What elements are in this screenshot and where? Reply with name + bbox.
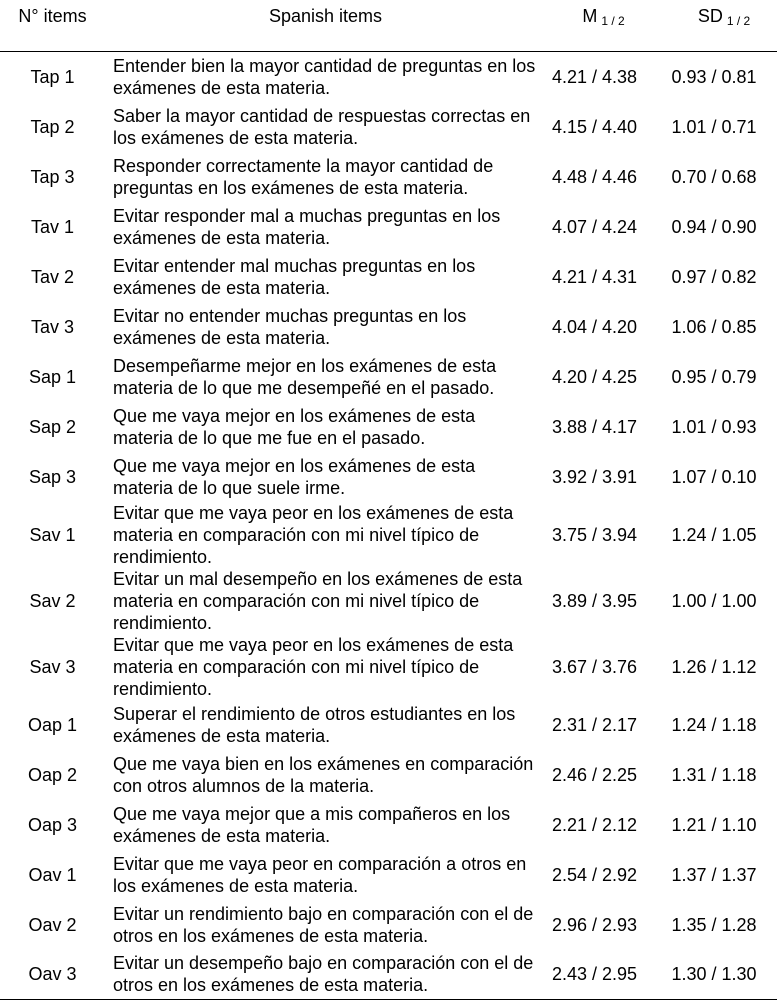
item-sd: 1.00 / 1.00 bbox=[671, 590, 757, 611]
item-text: Superar el rendimiento de otros estudiantes en los exámenes de esta materia. bbox=[113, 703, 516, 746]
item-code: Sav 3 bbox=[29, 656, 76, 677]
item-code: Oap 3 bbox=[27, 814, 78, 835]
table-body bbox=[0, 52, 777, 1000]
item-code: Sap 1 bbox=[28, 366, 77, 387]
item-mean: 2.96 / 2.93 bbox=[551, 914, 638, 935]
item-mean: 4.04 / 4.20 bbox=[551, 316, 638, 337]
table-row bbox=[0, 452, 777, 502]
item-text: Que me vaya mejor en los exámenes de esta materia de lo que me fue en el pasado. bbox=[113, 405, 476, 448]
item-text: Evitar un mal desempeño en los exámenes de esta materia en comparación con mi nivel típico de rendimiento. bbox=[113, 568, 523, 633]
item-sd: 1.26 / 1.12 bbox=[671, 656, 757, 677]
table-row bbox=[0, 850, 777, 900]
item-text: Evitar no entender muchas preguntas en los exámenes de esta materia. bbox=[113, 305, 467, 348]
item-code: Oap 2 bbox=[27, 764, 78, 785]
item-mean: 3.75 / 3.94 bbox=[551, 524, 638, 545]
item-sd: 0.70 / 0.68 bbox=[671, 166, 757, 187]
item-sd: 0.95 / 0.79 bbox=[671, 366, 757, 387]
item-mean: 3.92 / 3.91 bbox=[551, 466, 638, 487]
item-text: Evitar responder mal a muchas preguntas en los exámenes de esta materia. bbox=[113, 205, 501, 248]
item-code: Oav 1 bbox=[28, 864, 77, 885]
item-code: Oav 3 bbox=[0, 950, 105, 1000]
item-text: Entender bien la mayor cantidad de preguntas en los exámenes de esta materia. bbox=[113, 55, 536, 98]
table-row bbox=[0, 352, 777, 402]
header-sd-subscript: 1 / 2 bbox=[726, 14, 751, 28]
item-mean: 3.89 / 3.95 bbox=[551, 590, 638, 611]
item-code: Sav 1 bbox=[29, 524, 76, 545]
item-text: Evitar que me vaya peor en los exámenes de esta materia en comparación con mi nivel típico de rendimiento. bbox=[113, 502, 514, 567]
table-row bbox=[0, 900, 777, 950]
item-mean: 4.48 / 4.46 bbox=[551, 166, 638, 187]
item-sd: 1.37 / 1.37 bbox=[671, 864, 757, 885]
item-sd: 1.07 / 0.10 bbox=[671, 466, 757, 487]
item-sd: 1.06 / 0.85 bbox=[671, 316, 757, 337]
item-text: Evitar entender mal muchas preguntas en los exámenes de esta materia. bbox=[113, 255, 476, 298]
item-mean: 2.43 / 2.95 bbox=[538, 950, 651, 1000]
header-mean: M 1 / 2 bbox=[538, 0, 651, 52]
item-text: Evitar un desempeño bajo en comparación con el de otros en los exámenes de esta materia. bbox=[105, 950, 538, 1000]
item-sd: 1.30 / 1.30 bbox=[651, 950, 777, 1000]
item-code: Tav 3 bbox=[30, 316, 75, 337]
item-sd: 0.93 / 0.81 bbox=[671, 66, 757, 87]
table-row bbox=[0, 402, 777, 452]
item-sd: 1.01 / 0.71 bbox=[671, 116, 757, 137]
item-code: Tav 1 bbox=[30, 216, 75, 237]
table-row bbox=[0, 202, 777, 252]
item-text: Que me vaya mejor en los exámenes de esta materia de lo que suele irme. bbox=[113, 455, 476, 498]
item-code: Tap 3 bbox=[30, 166, 75, 187]
item-text: Saber la mayor cantidad de respuestas correctas en los exámenes de esta materia. bbox=[113, 105, 531, 148]
item-code: Tap 1 bbox=[30, 66, 75, 87]
item-text: Evitar un rendimiento bajo en comparación con el de otros en los exámenes de esta materia. bbox=[113, 903, 534, 946]
header-mean-subscript: 1 / 2 bbox=[601, 14, 625, 28]
item-sd: 1.24 / 1.05 bbox=[671, 524, 757, 545]
item-text: Responder correctamente la mayor cantidad de preguntas en los exámenes de esta materia. bbox=[113, 155, 494, 198]
item-code: Tav 2 bbox=[30, 266, 75, 287]
table-row bbox=[0, 502, 777, 568]
table-row bbox=[0, 568, 777, 634]
table-row bbox=[0, 52, 777, 102]
header-sd: SD 1 / 2 bbox=[651, 0, 777, 52]
table-row bbox=[0, 252, 777, 302]
item-code: Tap 2 bbox=[30, 116, 75, 137]
item-code: Sav 2 bbox=[29, 590, 76, 611]
item-text: Desempeñarme mejor en los exámenes de esta materia de lo que me desempeñé en el pasado. bbox=[113, 355, 497, 398]
item-mean: 4.20 / 4.25 bbox=[551, 366, 638, 387]
table-row bbox=[0, 302, 777, 352]
item-sd: 0.94 / 0.90 bbox=[671, 216, 757, 237]
table-row bbox=[0, 152, 777, 202]
item-mean: 4.07 / 4.24 bbox=[551, 216, 638, 237]
item-sd: 0.97 / 0.82 bbox=[671, 266, 757, 287]
item-sd: 1.31 / 1.18 bbox=[671, 764, 757, 785]
item-mean: 3.67 / 3.76 bbox=[551, 656, 638, 677]
item-sd: 1.35 / 1.28 bbox=[671, 914, 757, 935]
item-text: Evitar que me vaya peor en los exámenes de esta materia en comparación con mi nivel típico de rendimiento. bbox=[113, 634, 514, 699]
table-row bbox=[0, 800, 777, 850]
table-row bbox=[0, 750, 777, 800]
header-row bbox=[0, 0, 777, 52]
item-mean: 2.54 / 2.92 bbox=[551, 864, 638, 885]
table-row bbox=[0, 634, 777, 700]
item-mean: 2.31 / 2.17 bbox=[551, 714, 638, 735]
item-text: Que me vaya bien en los exámenes en comparación con otros alumnos de la materia. bbox=[113, 753, 534, 796]
table-row bbox=[0, 700, 777, 750]
header-items-number: N° items bbox=[0, 0, 105, 52]
table-row bbox=[0, 950, 777, 1000]
item-mean: 4.21 / 4.38 bbox=[551, 66, 638, 87]
item-mean: 2.21 / 2.12 bbox=[551, 814, 638, 835]
item-mean: 4.15 / 4.40 bbox=[551, 116, 638, 137]
item-mean: 4.21 / 4.31 bbox=[551, 266, 638, 287]
item-sd: 1.21 / 1.10 bbox=[671, 814, 757, 835]
item-code: Oav 2 bbox=[28, 914, 77, 935]
item-sd: 1.01 / 0.93 bbox=[671, 416, 757, 437]
item-code: Sap 3 bbox=[28, 466, 77, 487]
item-code: Oap 1 bbox=[27, 714, 78, 735]
item-code: Sap 2 bbox=[28, 416, 77, 437]
item-text: Que me vaya mejor que a mis compañeros en los exámenes de esta materia. bbox=[113, 803, 511, 846]
item-mean: 2.46 / 2.25 bbox=[551, 764, 638, 785]
item-text: Evitar que me vaya peor en comparación a otros en los exámenes de esta materia. bbox=[113, 853, 527, 896]
item-sd: 1.24 / 1.18 bbox=[671, 714, 757, 735]
table-row bbox=[0, 102, 777, 152]
header-spanish-items: Spanish items bbox=[105, 0, 538, 52]
item-mean: 3.88 / 4.17 bbox=[551, 416, 638, 437]
